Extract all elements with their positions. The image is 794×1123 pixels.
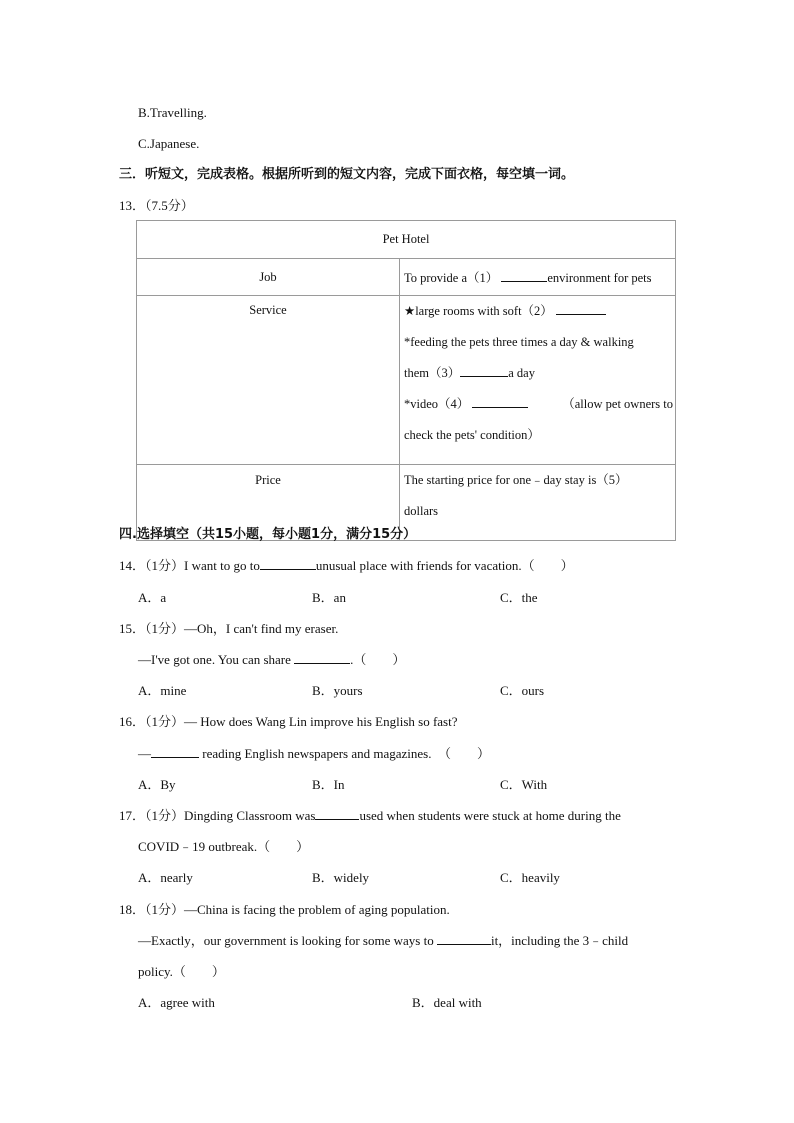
question-15-reply: —I've got one. You can share .（ ）	[138, 652, 406, 667]
service-line-4: *video（4） （allow pet owners to	[404, 397, 673, 411]
question-18-line-3: policy.（ ）	[138, 964, 225, 979]
price-label: Price	[137, 465, 400, 541]
service-label: Service	[137, 296, 400, 465]
service-line-5: check the pets' condition）	[404, 428, 540, 442]
option-b-travelling: B.Travelling.	[138, 105, 207, 120]
q16-option-c[interactable]: C．With	[500, 777, 548, 792]
table-title: Pet Hotel	[137, 221, 676, 259]
q17-option-a[interactable]: A．nearly	[138, 870, 193, 885]
job-text-b: environment for pets	[547, 271, 652, 285]
q17-option-b[interactable]: B．widely	[312, 870, 370, 885]
q15-option-c[interactable]: C．ours	[500, 683, 545, 698]
q15-option-a[interactable]: A．mine	[138, 683, 187, 698]
question-18-reply: —Exactly，our government is looking for some ways to it，including the 3﹣child	[138, 933, 629, 948]
q18-option-b[interactable]: B．deal with	[412, 995, 482, 1010]
blank-2[interactable]	[556, 302, 606, 315]
option-c-japanese: C.Japanese.	[138, 136, 200, 151]
question-18: 18．（1分）—China is facing the problem of aging population.	[119, 902, 450, 917]
service-line-1: ★large rooms with soft（2）	[404, 296, 673, 327]
blank-q16[interactable]	[151, 745, 199, 758]
pet-hotel-table	[136, 220, 676, 541]
price-line-1: The starting price for one﹣day stay is（5）	[404, 473, 628, 487]
blank-3[interactable]	[460, 364, 508, 377]
question-13-label: 13．（7.5分）	[119, 198, 194, 213]
q16-option-a[interactable]: A．By	[138, 777, 176, 792]
job-cell	[400, 259, 676, 296]
q18-option-a[interactable]: A．agree with	[138, 995, 215, 1010]
question-16: 16．（1分）— How does Wang Lin improve his English so fast?	[119, 714, 458, 729]
question-15: 15．（1分）—Oh，I can't find my eraser.	[119, 621, 339, 636]
price-cell	[400, 465, 676, 541]
q16-option-b[interactable]: B．In	[312, 777, 345, 792]
q14-option-c[interactable]: C．the	[500, 590, 538, 605]
q14-option-b[interactable]: B．an	[312, 590, 346, 605]
question-17-line-2: COVID﹣19 outbreak.（ ）	[138, 839, 310, 854]
question-17: 17．（1分）Dingding Classroom was used when students were stuck at home during the	[119, 808, 621, 823]
blank-q18[interactable]	[437, 932, 491, 945]
q17-option-c[interactable]: C．heavily	[500, 870, 560, 885]
service-line-3: them（3） a day	[404, 366, 535, 380]
section-3-heading: 三．听短文，完成表格。根据所听到的短文内容，完成下面衣格，每空填一词。	[119, 167, 575, 182]
q15-option-b[interactable]: B．yours	[312, 683, 363, 698]
blank-4[interactable]	[472, 395, 528, 408]
blank-q15[interactable]	[294, 651, 350, 664]
section-4-heading: 四.选择填空（共15小题，每小题1分，满分15分）	[119, 527, 417, 542]
blank-1[interactable]	[501, 269, 547, 282]
price-line-2: dollars	[404, 504, 439, 518]
q14-option-a[interactable]: A．a	[138, 590, 167, 605]
question-16-reply: — reading English newspapers and magazines. （ ）	[138, 746, 490, 761]
blank-q14[interactable]	[260, 557, 316, 570]
service-line-2: *feeding the pets three times a day & walking	[404, 335, 634, 349]
service-cell	[400, 296, 676, 465]
question-14: 14．（1分）I want to go to unusual place with friends for vacation.（ ）	[119, 558, 574, 573]
job-label: Job	[137, 259, 400, 296]
blank-q17[interactable]	[315, 807, 359, 820]
job-text-a: To provide a（1）	[404, 271, 499, 285]
